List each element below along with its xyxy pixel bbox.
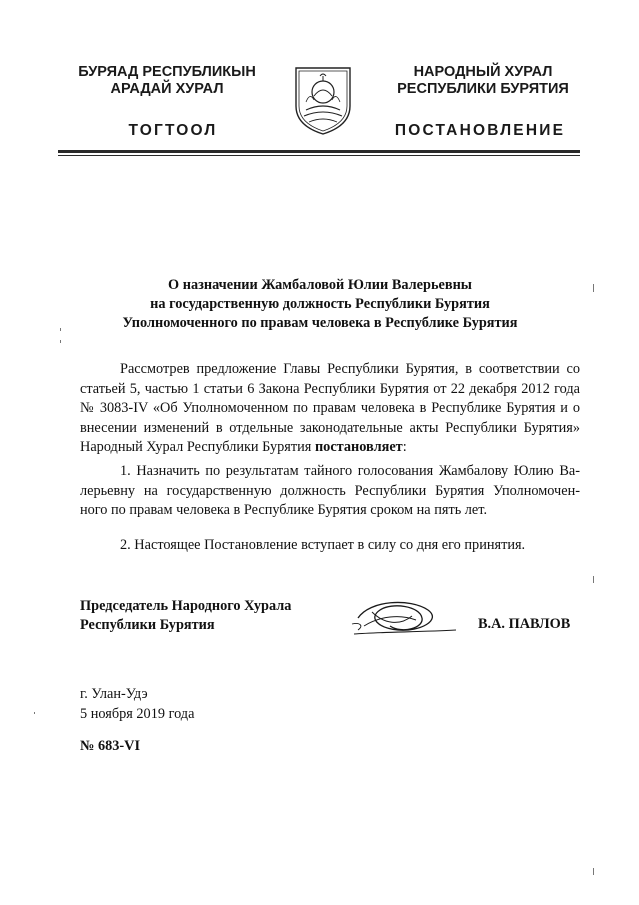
right-doc-type: ПОСТАНОВЛЕНИЕ [394, 122, 566, 139]
resolves-keyword: постановляет [314, 439, 403, 455]
city: г. Улан-Удэ [80, 686, 148, 702]
paragraph-text: : [402, 439, 407, 455]
signatory-name: В.А. ПАВЛОВ [478, 616, 571, 632]
handwritten-signature-icon [350, 596, 460, 640]
clause-2-paragraph [80, 536, 580, 556]
scan-speck [593, 868, 594, 875]
title-line: Уполномоченного по правам человека в Республике Бурятия [122, 315, 518, 331]
header-divider-thick [58, 150, 580, 153]
clause-1-paragraph [80, 462, 580, 521]
title-line: на государственную должность Республики Бурятия [150, 296, 490, 312]
paragraph-line: внесении изменений в отдельные законодательные акты Республики Бурятия» [80, 419, 580, 436]
place-and-date [80, 684, 194, 724]
paragraph-line: № 3083-IV «Об Уполномоченном по правам человека в Республике Бурятия и о [80, 400, 580, 416]
scan-speck [593, 284, 594, 292]
right-org-name [380, 64, 586, 98]
left-org-name [72, 64, 262, 98]
paragraph-line: 2. Настоящее Постановление вступает в силу со дня его принятия. [120, 537, 526, 553]
paragraph-line: ного по правам человека в Республике Бурятия сроком на пять лет. [80, 502, 488, 518]
signatory-title [80, 597, 291, 635]
paragraph-line: лерьевну на государственную должность Республики Бурятия Уполномочен- [80, 482, 580, 499]
document-number: № 683-VI [80, 738, 141, 754]
left-org-line2: АРАДАЙ ХУРАЛ [110, 81, 224, 97]
preamble-paragraph [80, 360, 580, 458]
signatory-title-line: Республики Бурятия [80, 617, 215, 633]
paragraph-line: статьей 5, частью 1 статьи 6 Закона Республики Бурятия от 22 декабря 2012 года [80, 380, 580, 397]
paragraph-line: 1. Назначить по результатам тайного голосования Жамбалову Юлию Ва- [120, 463, 580, 479]
paragraph-line: Рассмотрев предложение Главы Республики Бурятия, в соответствии со [120, 361, 580, 377]
scan-speck [34, 712, 35, 714]
signatory-title-line: Председатель Народного Хурала [80, 598, 292, 614]
paragraph-text: Народный Хурал Республики Бурятия [80, 439, 315, 455]
date: 5 ноября 2019 года [80, 706, 195, 722]
right-org-line2: РЕСПУБЛИКИ БУРЯТИЯ [397, 81, 569, 97]
scan-speck [60, 340, 61, 343]
coat-of-arms-icon [292, 62, 354, 136]
document-title [60, 276, 580, 333]
left-doc-type: ТОГТООЛ [128, 122, 218, 139]
scan-speck [60, 328, 61, 331]
left-org-line1: БУРЯАД РЕСПУБЛИКЫН [78, 64, 256, 80]
header-divider-thin [58, 155, 580, 156]
title-line: О назначении Жамбаловой Юлии Валерьевны [168, 277, 472, 293]
right-org-line1: НАРОДНЫЙ ХУРАЛ [413, 64, 553, 80]
scan-speck [593, 576, 594, 583]
paragraph-last-line [80, 438, 580, 458]
